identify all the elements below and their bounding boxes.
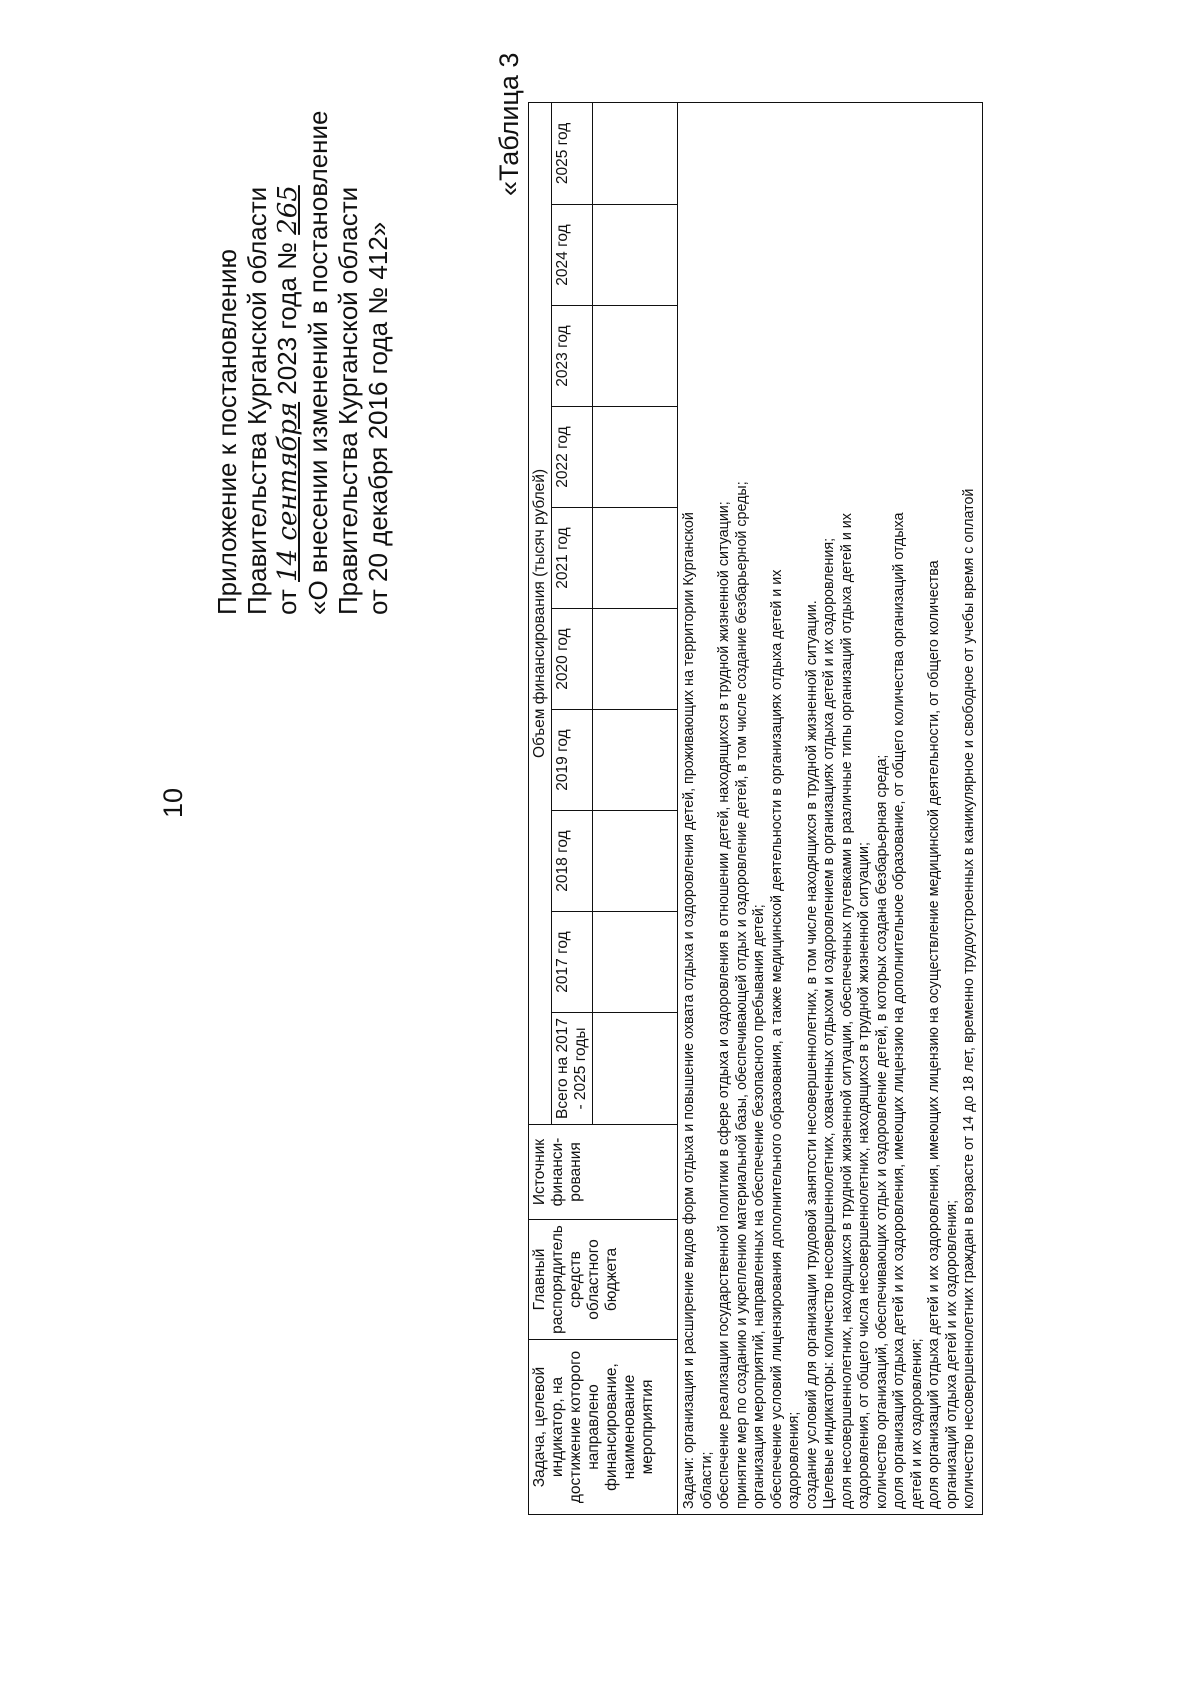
header-source: Источник финанси-рования bbox=[529, 1125, 678, 1220]
handwritten-date: 14 сентября bbox=[273, 401, 303, 582]
header-year-2025: 2025 год bbox=[552, 102, 593, 204]
header-year-2021: 2021 год bbox=[552, 508, 593, 609]
date-prefix: от bbox=[272, 589, 302, 615]
page-number: 10 bbox=[158, 787, 188, 818]
blank-year-cell bbox=[593, 306, 678, 407]
blank-year-cell bbox=[593, 609, 678, 710]
header-volume: Объем финансирования (тысяч рублей) bbox=[529, 102, 552, 1124]
text-line: доля организаций отдыха детей и их оздоровления, имеющих лицензию на дополнительное образование, от общего количества организаций отдыха bbox=[891, 512, 907, 1509]
header-year-2022: 2022 год bbox=[552, 407, 593, 508]
attachment-line-3 bbox=[272, 0, 303, 615]
text-line: оздоровления, от общего числа несовершеннолетних, находящихся в трудной жизненной ситуации; bbox=[856, 842, 872, 1509]
financing-table bbox=[528, 102, 983, 1515]
header-year-2024: 2024 год bbox=[552, 205, 593, 306]
text-line: создание условий для организации трудовой занятости несовершеннолетних, в том числе находящихся в трудной жизненной ситуации. bbox=[803, 600, 820, 1509]
text-line: организация мероприятий, направленных на обеспечение безопасного пребывания детей; bbox=[751, 904, 767, 1509]
financing-table-sheet bbox=[528, 103, 1073, 1515]
header-total: Всего на 2017 - 2025 годы bbox=[552, 1013, 593, 1125]
attachment-line-1: Приложение к постановлению bbox=[212, 249, 242, 615]
blank-year-cell bbox=[593, 710, 678, 811]
header-year-2018: 2018 год bbox=[552, 811, 593, 912]
text-line: обеспечение реализации государственной политики в сфере отдыха и оздоровления в отношении детей, находящихся в трудной жизненной ситуации; bbox=[716, 501, 732, 1509]
attachment-block bbox=[212, 0, 393, 615]
header-year-2023: 2023 год bbox=[552, 306, 593, 407]
blank-year-cell bbox=[593, 912, 678, 1013]
header-year-2019: 2019 год bbox=[552, 710, 593, 811]
attachment-line-5: Правительства Курганской области bbox=[333, 186, 363, 615]
header-task: Задача, целевой индикатор, на достижение которого направлено финансирование, наименование мероприятия bbox=[529, 1340, 678, 1515]
table-caption: «Таблица 3 bbox=[494, 52, 524, 196]
attachment-line-4: «О внесении изменений в постановление bbox=[303, 110, 333, 615]
date-year-label: 2023 года № bbox=[272, 242, 302, 395]
blank-year-cell bbox=[593, 205, 678, 306]
text-line: области; bbox=[698, 1451, 715, 1509]
text-line: обеспечение условий лицензирования дополнительного образования, а также медицинской деятельности в организациях отдыха детей и их bbox=[768, 569, 785, 1509]
blank-year-cell bbox=[593, 407, 678, 508]
text-line: доля организаций отдыха детей и их оздоровления, имеющих лицензию на осуществление медицинской деятельности, от общего количества bbox=[926, 560, 942, 1509]
text-line: организаций отдыха детей и их оздоровления; bbox=[943, 1199, 960, 1509]
text-line: оздоровления; bbox=[786, 1411, 802, 1509]
blank-year-cell bbox=[593, 811, 678, 912]
header-year-2020: 2020 год bbox=[552, 609, 593, 710]
text-line: принятие мер по созданию и укреплению материальной базы, обеспечивающей отдых и оздоровление детей, в том числе создание безбарьерной среды; bbox=[733, 481, 750, 1509]
text-line: Целевые индикаторы: количество несовершеннолетних, охваченных отдыхом и оздоровлением в организациях отдыха детей и их оздоровления; bbox=[821, 537, 837, 1509]
handwritten-document-number: 265 bbox=[273, 185, 303, 235]
text-line: количество организаций, обеспечивающих отдых и оздоровление детей, в которых создана безбарьерная среда; bbox=[873, 754, 890, 1509]
blank-total-cell bbox=[593, 1013, 678, 1125]
blank-year-cell bbox=[593, 508, 678, 609]
attachment-line-6: от 20 декабря 2016 года № 412» bbox=[363, 221, 393, 615]
text-line: детей и их оздоровления; bbox=[908, 1338, 925, 1509]
text-line: количество несовершеннолетних граждан в возрасте от 14 до 18 лет, временно трудоустроенных в каникулярное и свободное от учебы время с оплатой bbox=[961, 488, 977, 1509]
header-manager: Главный распорядитель средств областного бюджета bbox=[529, 1220, 678, 1340]
text-line: доля несовершеннолетних, находящихся в трудной жизненной ситуации, обеспеченных путевками в различные типы организаций отдыха детей и их bbox=[838, 513, 855, 1509]
text-line: Задачи: организация и расширение видов форм отдыха и повышение охвата отдыха и оздоровления детей, проживающих на территории Курганской bbox=[681, 512, 697, 1509]
attachment-line-2: Правительства Курганской области bbox=[242, 186, 272, 615]
header-year-2017: 2017 год bbox=[552, 912, 593, 1013]
blank-year-cell bbox=[593, 102, 678, 204]
tasks-and-indicators-cell bbox=[678, 102, 983, 1514]
